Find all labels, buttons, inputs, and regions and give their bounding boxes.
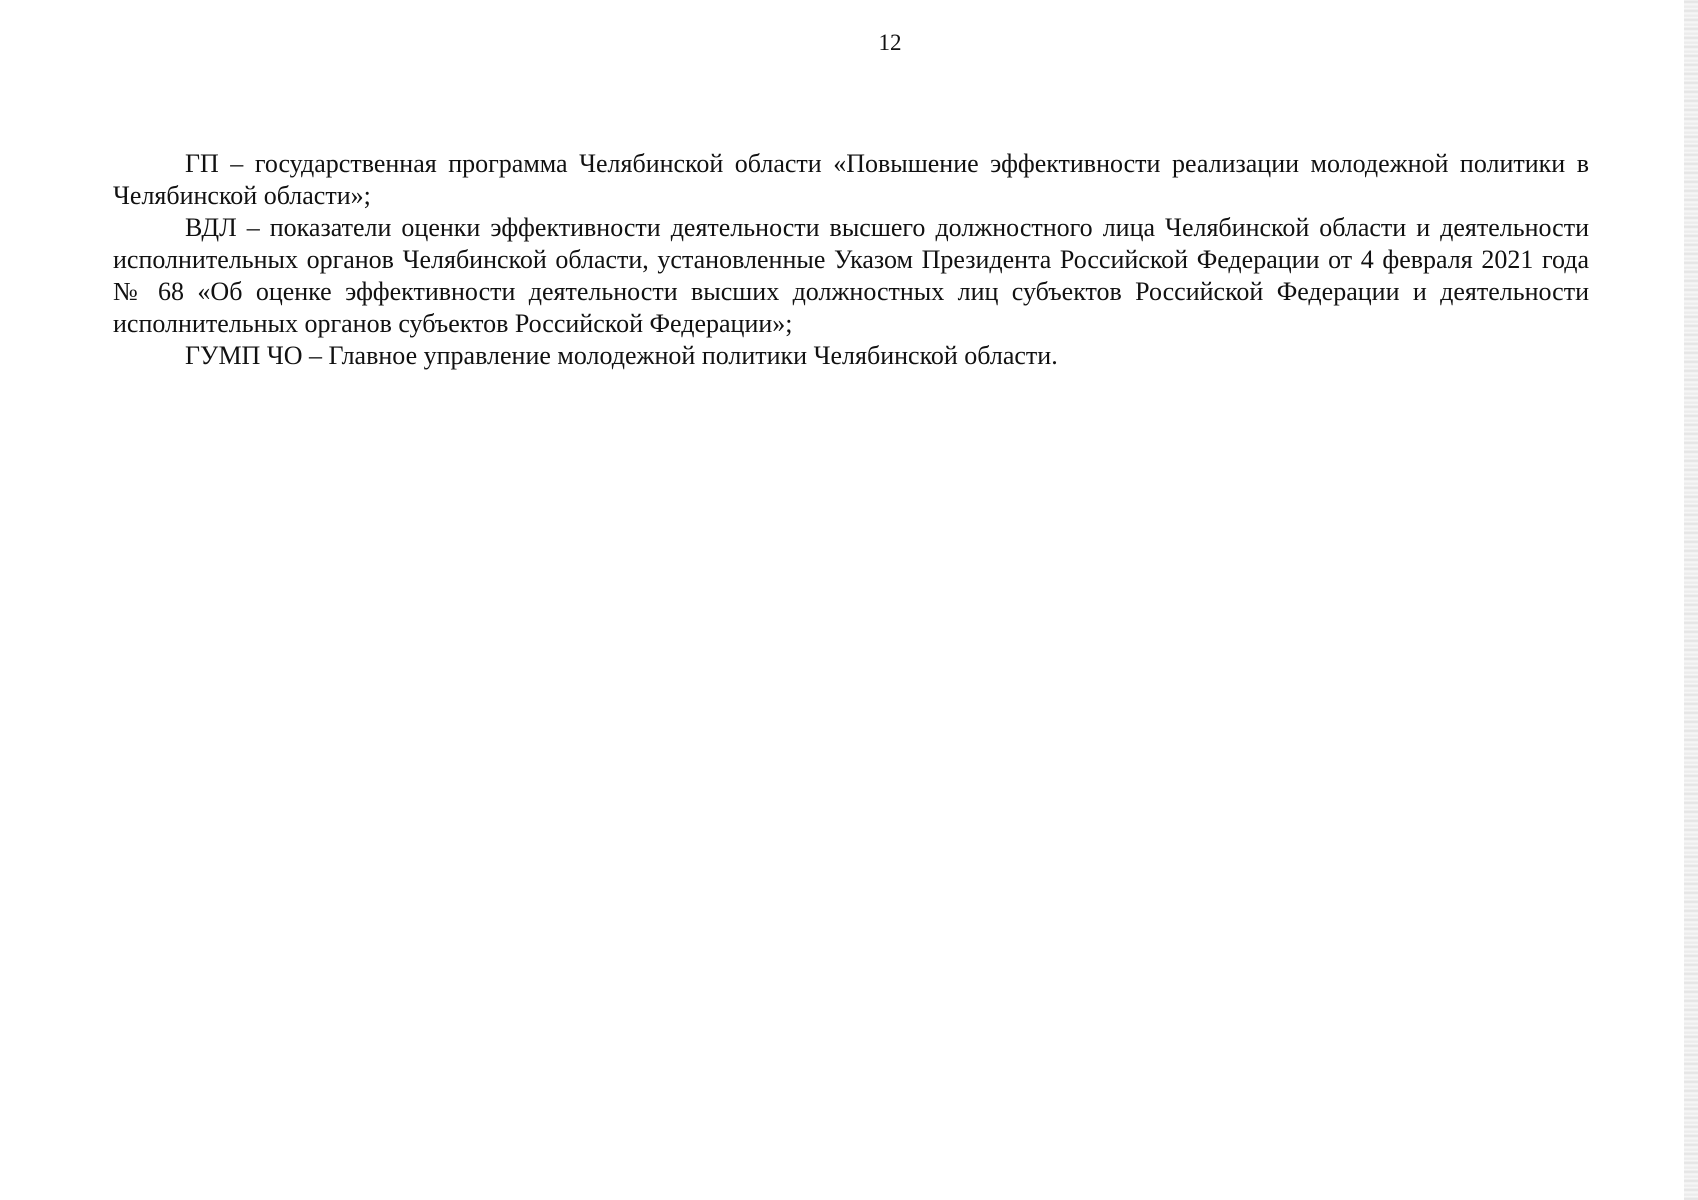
paragraph-gp-definition: ГП – государственная программа Челябинской области «Повышение эффективности реализации молодежной политики в Челябинской области»; — [113, 149, 1589, 210]
paragraph-gump-definition: ГУМП ЧО – Главное управление молодежной политики Челябинской области. — [185, 341, 1058, 370]
paragraph-vdl-definition: ВДЛ – показатели оценки эффективности деятельности высшего должностного лица Челябинской области и деятельности исполнительных органов Челябинской области, установленные Указом Президента Российской Федерации от 4 февраля 2021 года № 68 «Об оценке эффективности деятельности высших должностных лиц субъектов Российской Федерации и деятельности исполнительных органов субъектов Российской Федерации»; — [113, 213, 1589, 338]
page-number: 12 — [878, 30, 902, 55]
scan-edge — [1684, 0, 1698, 1200]
document-body — [113, 148, 1589, 372]
